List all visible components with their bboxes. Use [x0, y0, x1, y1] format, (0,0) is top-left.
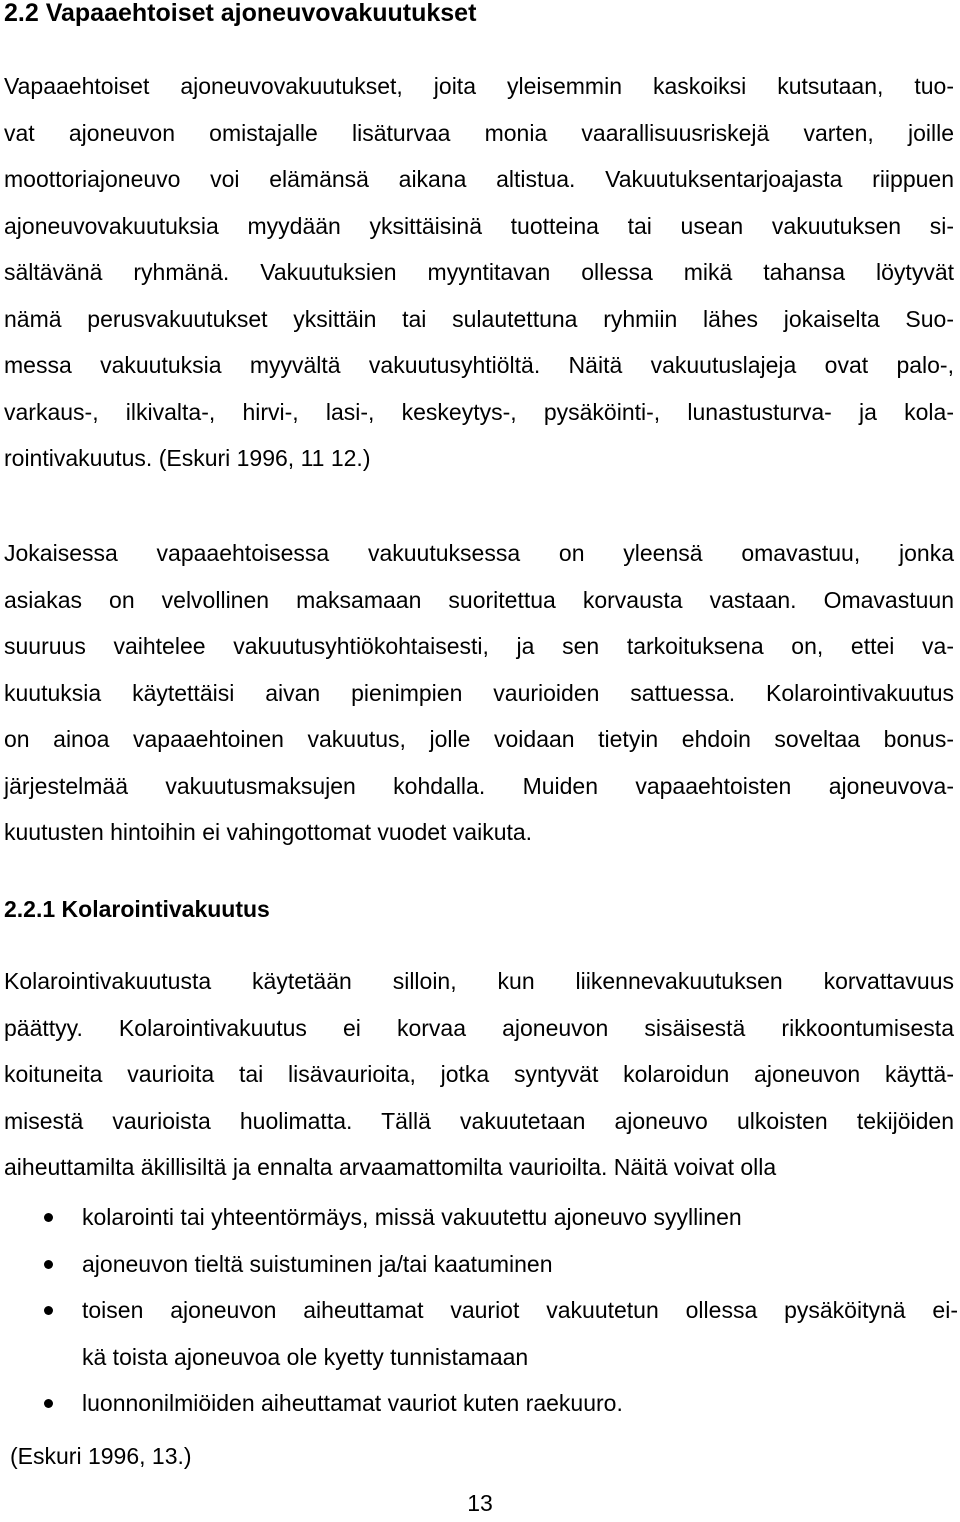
- paragraph-deductible: [4, 530, 954, 856]
- text-line: kuutuksia käytettäisi aivan pienimpien vaurioiden sattuessa. Kolarointivakuutus: [4, 679, 954, 706]
- text-line: ajoneuvovakuutuksia myydään yksittäisinä tuotteina tai usean vakuutuksen si-: [4, 212, 954, 239]
- text-line: suuruus vaihtelee vakuutusyhtiökohtaisesti, ja sen tarkoituksena on, ettei va-: [4, 633, 954, 659]
- text-line: nämä perusvakuutukset yksittäin tai sulautettuna ryhmiin lähes jokaiselta Suo-: [4, 305, 954, 332]
- list-item-text: kä toista ajoneuvoa ole kyetty tunnistamaan: [82, 1343, 529, 1370]
- text-line: koituneita vaurioita tai lisävaurioita, jotka syntyvät kolaroidun ajoneuvon käyttä-: [4, 1061, 954, 1087]
- text-line: moottoriajoneuvo voi elämänsä aikana altistua. Vakuutuksentarjoajasta riippuen: [4, 166, 954, 192]
- text-line: aiheuttamilta äkillisiltä ja ennalta arvaamattomilta vaurioilta. Näitä voivat olla: [4, 1154, 777, 1180]
- text-line: kuutusten hintoihin ei vahingottomat vuodet vaikuta.: [4, 819, 533, 845]
- bullet-icon: [44, 1399, 53, 1408]
- text-line: misestä vaurioista huolimatta. Tällä vakuutetaan ajoneuvo ulkoisten tekijöiden: [4, 1107, 954, 1134]
- text-line: järjestelmää vakuutusmaksujen kohdalla. Muiden vapaaehtoisten ajoneuvova-: [4, 772, 954, 799]
- text-line: Kolarointivakuutusta käytetään silloin, kun liikennevakuutuksen korvattavuus: [4, 968, 954, 994]
- text-line: on ainoa vapaaehtoinen vakuutus, jolle voidaan tietyin ehdoin soveltaa bonus-: [4, 726, 954, 752]
- page-number: 13: [467, 1490, 493, 1516]
- text-line: varkaus-, ilkivalta-, hirvi-, lasi-, keskeytys-, pysäköinti-, lunastusturva- ja kola-: [4, 398, 954, 425]
- paragraph-collision-insurance: [4, 958, 954, 1191]
- text-line: rointivakuutus. (Eskuri 1996, 11 12.): [4, 445, 371, 471]
- text-line: päättyy. Kolarointivakuutus ei korvaa ajoneuvon sisäisestä rikkoontumisesta: [4, 1014, 954, 1041]
- text-line: Jokaisessa vapaaehtoisessa vakuutuksessa on yleensä omavastuu, jonka: [4, 540, 954, 566]
- text-line: asiakas on velvollinen maksamaan suoritettua korvausta vastaan. Omavastuun: [4, 586, 954, 613]
- bullet-icon: [44, 1260, 53, 1269]
- list-item-text: kolarointi tai yhteentörmäys, missä vakuutettu ajoneuvo syyllinen: [82, 1204, 742, 1230]
- list-item-text: ajoneuvon tieltä suistuminen ja/tai kaatuminen: [82, 1250, 553, 1277]
- list-item: [0, 1287, 958, 1380]
- list-item-text: toisen ajoneuvon aiheuttamat vauriot vakuutetun ollessa pysäköitynä ei-: [82, 1297, 958, 1323]
- subsection-heading: 2.2.1 Kolarointivakuutus: [4, 896, 270, 922]
- list-item-text: luonnonilmiöiden aiheuttamat vauriot kuten raekuuro.: [82, 1390, 623, 1416]
- text-line: messa vakuutuksia myyvältä vakuutusyhtiöltä. Näitä vakuutuslajeja ovat palo-,: [4, 352, 954, 378]
- list-item: [0, 1380, 958, 1427]
- list-item: [0, 1241, 958, 1288]
- bullet-icon: [44, 1306, 53, 1315]
- paragraph-voluntary-insurance: [4, 63, 954, 482]
- citation: (Eskuri 1996, 13.): [10, 1443, 192, 1469]
- text-line: sältävänä ryhmänä. Vakuutuksien myyntitavan ollessa mikä tahansa löytyvät: [4, 259, 954, 285]
- list-item: [0, 1194, 958, 1241]
- text-line: vat ajoneuvon omistajalle lisäturvaa monia vaarallisuusriskejä varten, joille: [4, 119, 954, 146]
- bullet-icon: [44, 1213, 53, 1222]
- bullet-list: [0, 1194, 958, 1427]
- section-heading: 2.2 Vapaaehtoiset ajoneuvovakuutukset: [4, 0, 477, 27]
- text-line: Vapaaehtoiset ajoneuvovakuutukset, joita yleisemmin kaskoiksi kutsutaan, tuo-: [4, 73, 954, 99]
